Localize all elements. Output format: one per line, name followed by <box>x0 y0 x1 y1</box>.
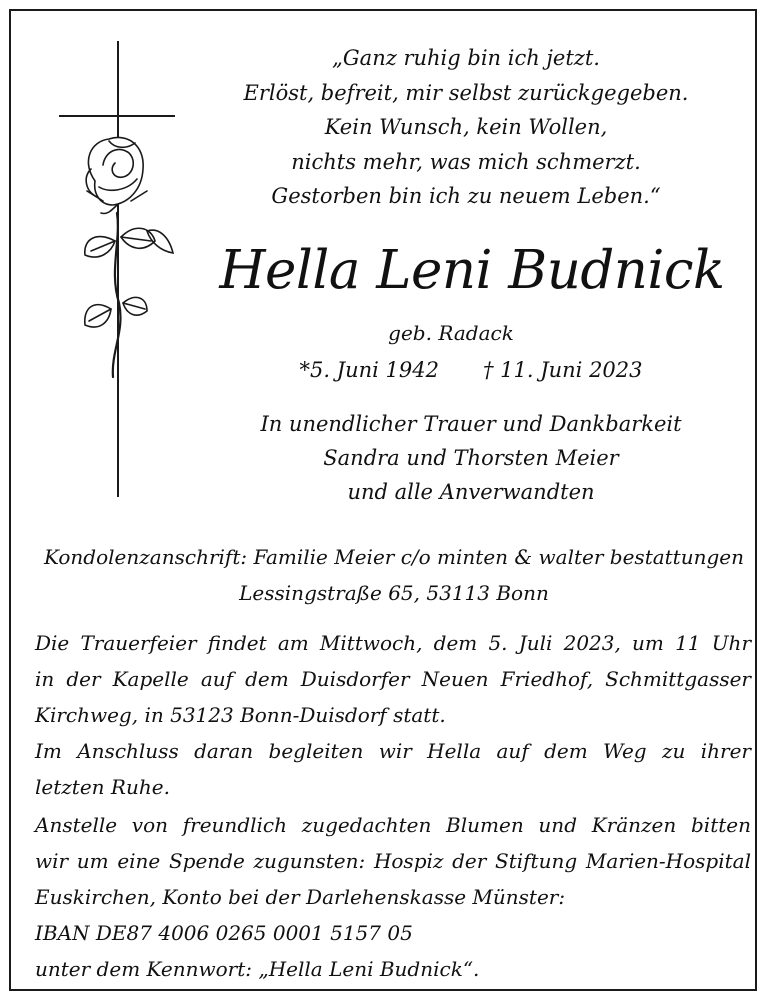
donation-line: Anstelle von freundlich zugedachten Blumen und Kränzen bitten <box>35 813 751 837</box>
donation-line: Euskirchen, Konto bei der Darlehenskasse Münster: <box>35 885 566 909</box>
poem-line: „Ganz ruhig bin ich jetzt. <box>332 46 600 70</box>
donation-info <box>35 807 751 987</box>
deceased-name: Hella Leni Budnick <box>219 240 725 301</box>
service-line: in der Kapelle auf dem Duisdorfer Neuen Friedhof, Schmittgasser <box>35 667 751 691</box>
condolence-address <box>35 539 753 611</box>
poem-line: nichts mehr, was mich schmerzt. <box>291 149 641 174</box>
mourners-line: und alle Anverwandten <box>347 480 595 504</box>
poem-quote <box>241 41 691 214</box>
burial-line: letzten Ruhe. <box>35 775 170 799</box>
donation-line: wir um eine Spende zugunsten: Hospiz der Stiftung Marien-Hospital <box>35 849 751 873</box>
rose-icon <box>85 137 173 377</box>
condolence-line: Lessingstraße 65, 53113 Bonn <box>239 581 549 605</box>
obituary-notice <box>9 9 757 991</box>
service-line: Kirchweg, in 53123 Bonn-Duisdorf statt. <box>35 703 446 727</box>
condolence-line: Kondolenzanschrift: Familie Meier c/o minten & walter bestattungen <box>43 545 745 569</box>
mourners <box>221 407 721 509</box>
death-date: † 11. Juni 2023 <box>482 358 643 382</box>
poem-line: Gestorben bin ich zu neuem Leben.“ <box>271 184 661 208</box>
poem-line: Kein Wunsch, kein Wollen, <box>324 115 608 139</box>
life-dates <box>261 355 681 385</box>
birth-date: *5. Juni 1942 <box>299 358 439 382</box>
poem-line: Erlöst, befreit, mir selbst zurückgegeben. <box>243 80 689 105</box>
mourners-line: Sandra und Thorsten Meier <box>323 446 619 470</box>
birth-name: geb. Radack <box>388 321 514 345</box>
cross-with-rose <box>47 41 177 501</box>
cross-icon <box>59 41 175 497</box>
funeral-service-info <box>35 625 751 805</box>
iban: IBAN DE87 4006 0265 0001 5157 05 <box>35 921 413 945</box>
burial-line: Im Anschluss daran begleiten wir Hella auf dem Weg zu ihrer <box>35 739 751 763</box>
service-line: Die Trauerfeier findet am Mittwoch, dem 5. Juli 2023, um 11 Uhr <box>35 631 751 655</box>
donation-keyword: unter dem Kennwort: „Hella Leni Budnick“. <box>35 957 480 981</box>
mourners-line: In unendlicher Trauer und Dankbarkeit <box>260 412 682 436</box>
